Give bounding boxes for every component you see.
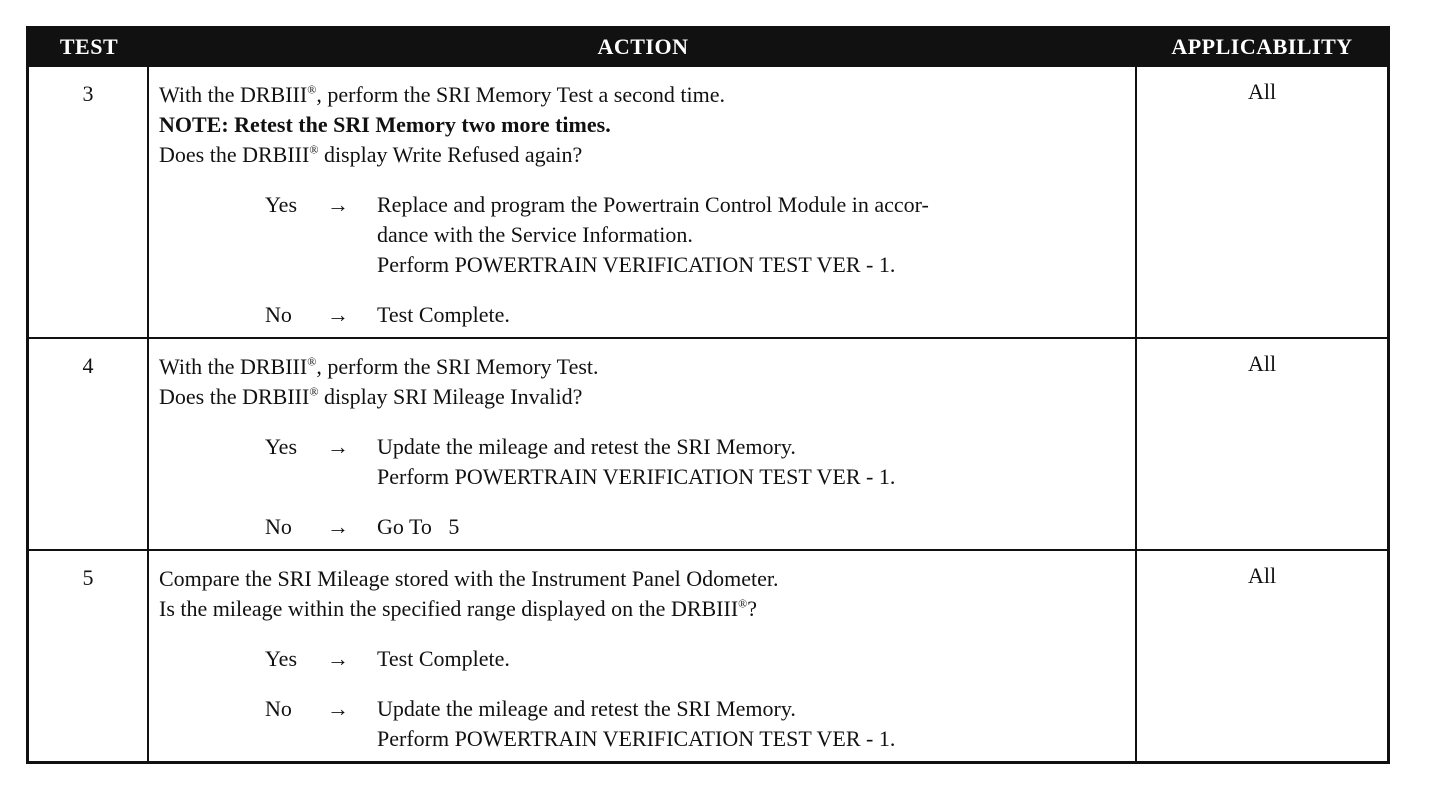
arrow-icon: → [327,192,349,217]
arrow-icon: → [327,434,349,459]
question-line: Does the DRBIII® display Write Refused again? [159,142,583,167]
arrow-icon: → [327,514,349,539]
table-header [29,29,1387,67]
test-number: 4 [29,339,149,549]
option-label: Yes [265,646,298,671]
option-yes [159,190,1135,280]
action-cell [149,551,1137,761]
option-text: Update the mileage and retest the SRI Memory. Perform POWERTRAIN VERIFICATION TEST VER - 1. [377,696,896,751]
applicability-cell: All [1247,563,1277,588]
header-applicability: APPLICABILITY [1171,34,1353,59]
arrow-icon: → [327,696,349,721]
option-text: Update the mileage and retest the SRI Memory. Perform POWERTRAIN VERIFICATION TEST VER - 1. [377,434,896,489]
option-text: Test Complete. [377,302,510,327]
action-cell [149,67,1137,337]
question-line: Does the DRBIII® display SRI Mileage Invalid? [159,384,583,409]
option-label: No [265,514,292,539]
option-text: Go To 5 [377,514,460,539]
option-no [159,694,1135,754]
applicability-cell: All [1247,351,1277,376]
option-label: Yes [265,434,298,459]
option-yes [159,644,1135,674]
table-row [29,339,1387,551]
option-no [159,512,1135,542]
arrow-icon: → [327,302,349,327]
header-test: TEST [59,34,119,59]
option-label: No [265,302,292,327]
option-text: Replace and program the Powertrain Control Module in accor- dance with the Service Information. Perform POWERTRAIN VERIFICATION TEST VER - 1. [377,192,929,277]
action-line: With the DRBIII®, perform the SRI Memory Test a second time. [159,82,725,107]
option-no [159,300,1135,330]
diagnostic-table [26,26,1390,764]
action-cell [149,339,1137,549]
option-yes [159,432,1135,492]
option-label: Yes [265,192,298,217]
table-row [29,67,1387,339]
arrow-icon: → [327,646,349,671]
test-number: 5 [29,551,149,761]
option-label: No [265,696,292,721]
applicability-cell: All [1247,79,1277,104]
header-action: ACTION [597,34,689,59]
action-line: With the DRBIII®, perform the SRI Memory Test. [159,354,599,379]
question-line: Is the mileage within the specified range displayed on the DRBIII®? [159,596,758,621]
note-line: NOTE: Retest the SRI Memory two more times. [159,112,611,137]
table-row [29,551,1387,761]
action-line: Compare the SRI Mileage stored with the Instrument Panel Odometer. [159,566,779,591]
test-number: 3 [29,67,149,337]
option-text: Test Complete. [377,646,510,671]
